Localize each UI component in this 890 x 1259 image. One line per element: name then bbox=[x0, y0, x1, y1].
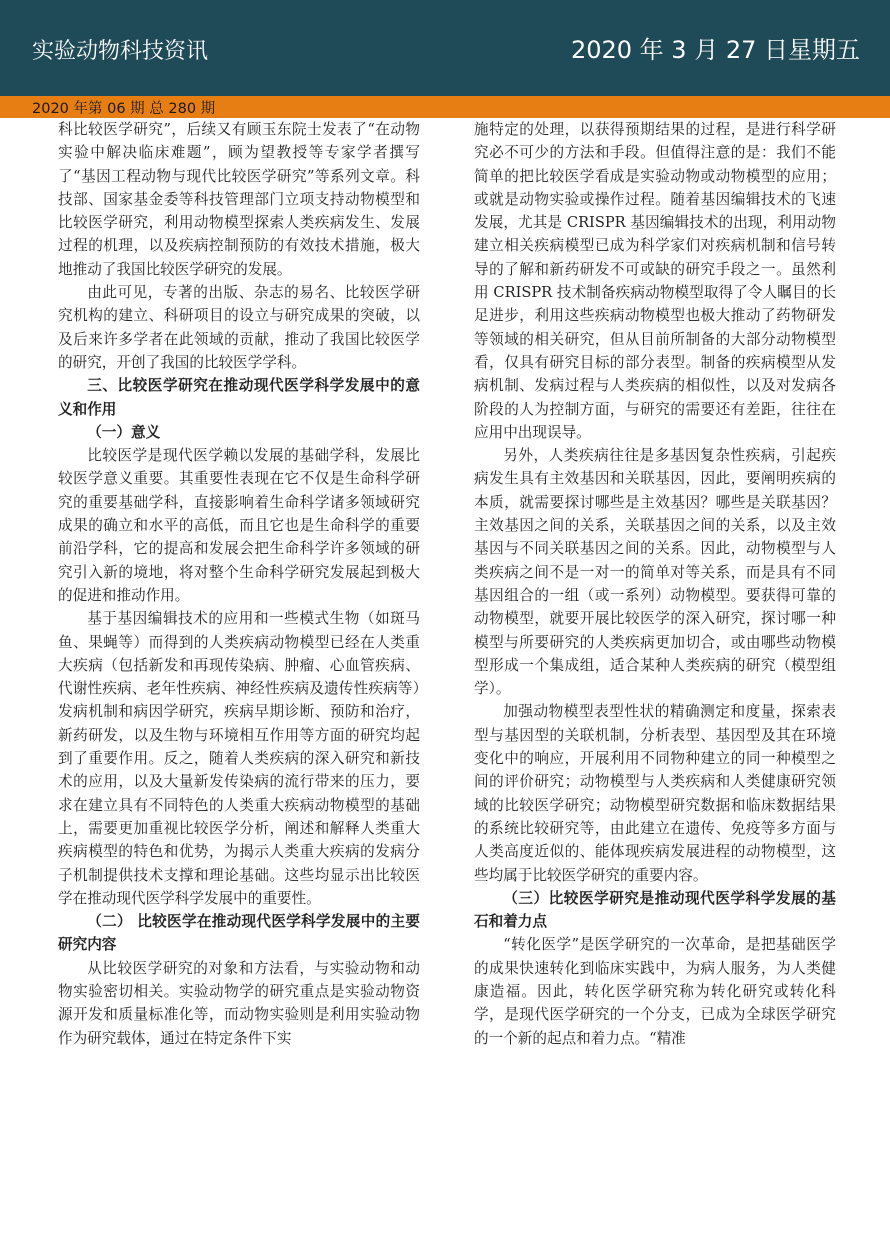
publication-title: 实验动物科技资讯 bbox=[32, 39, 209, 64]
paragraph: 另外，人类疾病往往是多基因复杂性疾病，引起疾病发生具有主效基因和关联基因，因此，要阐明疾病的本质，就需要探讨哪些是主效基因？哪些是关联基因？主效基因之间的关系，关联基因之间的关系，以及主效基因与不同关联基因之间的关系。因此，动物模型与人类疾病之间不是一对一的简单对等关系，而是具有不同基因组合的一组（或一系列）动物模型。要获得可靠的动物模型，就要开展比较医学的深入研究，探讨哪一种模型与所要研究的人类疾病更加切合，或由哪些动物模型形成一个集成组，适合某种人类疾病的研究（模型组学）。 bbox=[474, 447, 836, 698]
subsection-heading: （一）意义 bbox=[87, 423, 161, 441]
paragraph: 由此可见，专著的出版、杂志的易名、比较医学研究机构的建立、科研项目的设立与研究成果的突破，以及后来许多学者在此领域的贡献，推动了我国比较医学的研究，开创了我国的比较医学学科。 bbox=[58, 284, 420, 371]
right-column bbox=[474, 118, 836, 1050]
left-column bbox=[58, 118, 420, 1050]
paragraph: 加强动物模型表型性状的精确测定和度量，探索表型与基因型的关联机制，分析表型、基因型及其在环境变化中的响应，开展利用不同物种建立的同一种模型之间的评价研究；动物模型与人类疾病和人类健康研究领域的比较医学研究；动物模型研究数据和临床数据结果的系统比较研究等，由此建立在遗传、免疫等多方面与人类高度近似的、能体现疾病发展进程的动物模型，这些均属于比较医学研究的重要内容。 bbox=[474, 703, 836, 884]
issue-bar bbox=[0, 96, 890, 118]
paragraph: 科比较医学研究”，后续又有顾玉东院士发表了“在动物实验中解决临床难题”，顾为望教授等专家学者撰写了“基因工程动物与现代比较医学研究”等系列文章。科技部、国家基金委等科技管理部门立项支持动物模型和比较医学研究，利用动物模型探索人类疾病发生、发展过程的机理，以及疾病控制预防的有效技术措施，极大地推动了我国比较医学研究的发展。 bbox=[58, 121, 420, 278]
publication-date: 2020 年 3 月 27 日星期五 bbox=[570, 36, 860, 64]
paragraph: 基于基因编辑技术的应用和一些模式生物（如斑马鱼、果蝇等）而得到的人类疾病动物模型已经在人类重大疾病（包括新发和再现传染病、肿瘤、心血管疾病、代谢性疾病、老年性疾病、神经性疾病及遗传性疾病等）发病机制和病因学研究，疾病早期诊断、预防和治疗，新药研发，以及生物与环境相互作用等方面的研究均起到了重要作用。反之，随着人类疾病的深入研究和新技术的应用，以及大量新发传染病的流行带来的压力，要求在建立具有不同特色的人类重大疾病动物模型的基础上，需要更加重视比较医学分析，阐述和解释人类重大疾病模型的特色和优势，为揭示人类重大疾病的发病分子机制提供技术支撑和理论基础。这些均显示出比较医学在推动现代医学科学发展中的重要性。 bbox=[58, 610, 420, 907]
issue-number: 2020 年第 06 期 总 280 期 bbox=[32, 101, 216, 117]
section-heading: 三、比较医学研究在推动现代医学科学发展中的意义和作用 bbox=[58, 377, 420, 418]
paragraph: 施特定的处理，以获得预期结果的过程，是进行科学研究必不可少的方法和手段。但值得注意的是：我们不能简单的把比较医学看成是实验动物或动物模型的应用；或就是动物实验或操作过程。随着基因编辑技术的飞速发展，尤其是 CRISPR 基因编辑技术的出现，利用动物建立相关疾病模型已成为科学家们对疾病机制和信号转导的了解和新药研发不可或缺的研究手段之一。虽然利用 CRISPR 技术制备疾病动物模型取得了令人瞩目的长足进步，利用这些疾病动物模型也极大推动了药物研发等领域的相关研究，但从目前所制备的大部分动物模型看，仅具有研究目标的部分表型。制备的疾病模型从发病机制、发病过程与人类疾病的相似性，以及对发病各阶段的人为控制方面，与研究的需要还有差距，往往在应用中出现误导。 bbox=[474, 121, 836, 441]
subsection-heading: （二） 比较医学在推动现代医学科学发展中的主要研究内容 bbox=[58, 913, 420, 954]
paragraph: “转化医学”是医学研究的一次革命，是把基础医学的成果快速转化到临床实践中，为病人服务，为人类健康造福。因此，转化医学研究称为转化研究或转化科学，是现代医学研究的一个分支，已成为全球医学研究的一个新的起点和着力点。“精准 bbox=[474, 936, 836, 1047]
paragraph: 从比较医学研究的对象和方法看，与实验动物和动物实验密切相关。实验动物学的研究重点是实验动物资源开发和质量标准化等，而动物实验则是利用实验动物作为研究载体，通过在特定条件下实 bbox=[58, 959, 420, 1047]
page-header bbox=[0, 0, 890, 96]
subsection-heading: （三）比较医学研究是推动现代医学科学发展的基石和着力点 bbox=[474, 889, 836, 931]
paragraph: 比较医学是现代医学赖以发展的基础学科，发展比较医学意义重要。其重要性表现在它不仅是生命科学研究的重要基础学科，直接影响着生命科学诸多领域研究成果的确立和水平的高低，而且它也是生命科学的重要前沿学科，它的提高和发展会把生命科学许多领域的研究引入新的境地，将对整个生命科学研究发展起到极大的促进和推动作用。 bbox=[58, 447, 420, 604]
